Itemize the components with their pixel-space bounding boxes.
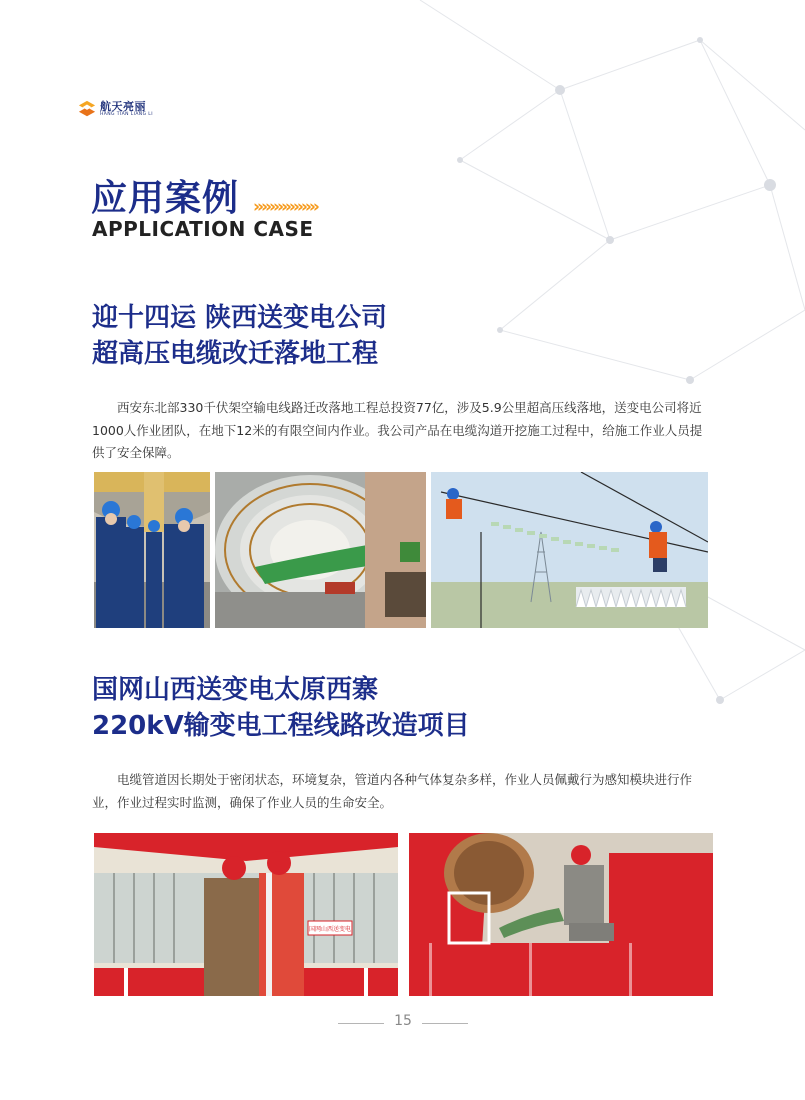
brand-name-cn: 航天亮丽	[100, 99, 146, 113]
chevrons-decoration: »»»»»»»»	[253, 197, 317, 217]
case-2-description: 电缆管道因长期处于密闭状态，环境复杂，管道内各种气体复杂多样，作业人员佩戴行为感知模块进行作业，作业过程实时监测，确保了作业人员的生命安全。	[92, 772, 693, 810]
footer-line-right	[422, 1023, 468, 1024]
case-1-title-line-1: 迎十四运 陕西送变电公司	[92, 303, 388, 333]
case-2-photo-cable-pipe-inspection	[409, 833, 713, 996]
case-2-title-line-2: 220kV输变电工程线路改造项目	[92, 711, 470, 741]
case-1-photo-cable-tunnel	[215, 472, 426, 628]
case-1-photo-linemen-on-insulators	[431, 472, 708, 628]
section-title-en: APPLICATION CASE	[92, 217, 314, 241]
footer-line-left	[338, 1023, 384, 1024]
section-title-cn: 应用案例	[91, 178, 240, 219]
page-number: 15	[394, 1013, 412, 1029]
case-1-description: 西安东北部330千伏架空输电线路迁改落地工程总投资77亿，涉及5.9公里超高压线落地，送变电公司将近1000人作业团队，在地下12米的有限空间内作业。我公司产品在电缆沟道开挖施工过程中，给施工作业人员提供了安全保障。	[92, 400, 703, 460]
case-1-title-line-2: 超高压电缆改迁落地工程	[92, 339, 379, 369]
brand-logo	[78, 100, 153, 118]
brand-logo-icon	[78, 100, 96, 118]
case-1-photo-inspection-team	[94, 472, 210, 628]
case-2-photo-workers-at-barrier	[94, 833, 398, 996]
brand-name-en: HANG TIAN LIANG LI	[100, 111, 153, 117]
case-2-title-line-1: 国网山西送变电太原西寨	[92, 675, 379, 705]
sign-text: 国网山西送变电	[308, 926, 352, 933]
